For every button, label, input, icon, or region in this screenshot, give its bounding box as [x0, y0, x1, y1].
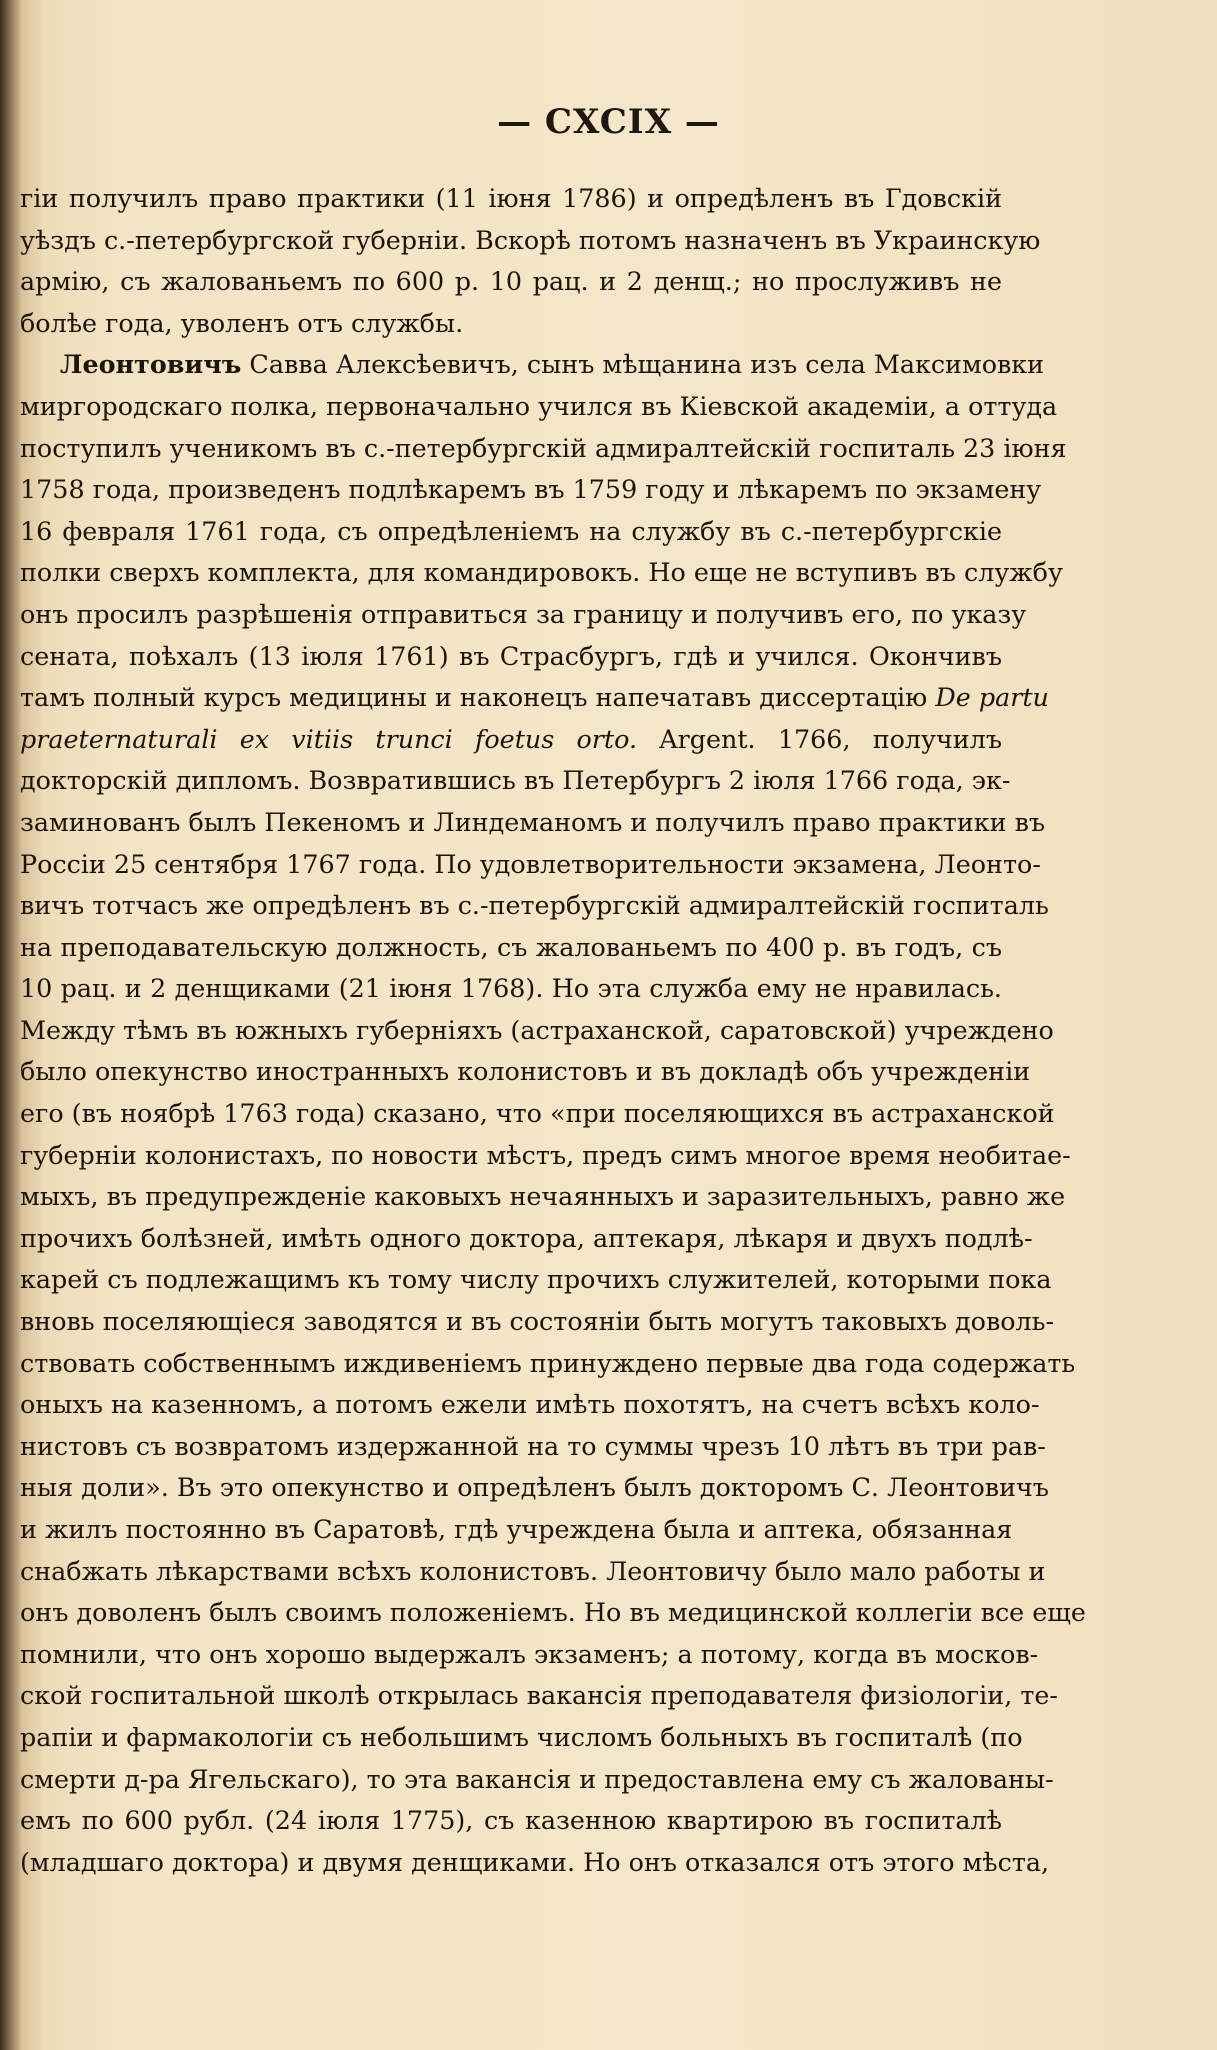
text-line [20, 760, 1011, 802]
line-text: Argent. 1766, получилъ [637, 723, 1002, 754]
line-text: гіи получилъ право практики (11 іюня 1786) и опредѣленъ въ Гдовскій [20, 183, 1002, 213]
text-line [20, 1717, 1023, 1759]
text-line [20, 1509, 1013, 1551]
latin-title: praeternaturali ex vitiis trunci foetus orto. [20, 723, 638, 754]
line-text: онъ просилъ разрѣшенія отправиться за границу и получивъ его, по указу [20, 598, 1027, 629]
text-line [20, 968, 1002, 1010]
line-text: полки сверхъ комплекта, для командировокъ. Но еще не вступивъ въ службу [20, 557, 1063, 588]
line-text: заминованъ былъ Пекеномъ и Линдеманомъ и получилъ право практики въ [20, 806, 1046, 837]
text-line [20, 552, 1063, 594]
line-text: сената, поѣхалъ (13 іюля 1761) въ Страсбургъ, гдѣ и учился. Окончивъ [20, 640, 1002, 671]
text-line [20, 1800, 1002, 1842]
line-text: прочихъ болѣзней, имѣть одного доктора, аптекаря, лѣкаря и двухъ подлѣ- [20, 1222, 1033, 1253]
line-text: армію, съ жалованьемъ по 600 р. 10 рац. и 2 денщ.; но прослуживъ не [20, 266, 1002, 297]
text-line [20, 1343, 1076, 1385]
line-text: Россіи 25 сентября 1767 года. По удовлетворительности экзамена, Леонто- [20, 848, 1041, 879]
text-line [20, 469, 1042, 511]
line-text: помнили, что онъ хорошо выдержалъ экзаменъ; а потому, когда въ москов- [20, 1638, 1039, 1669]
text-line [20, 1426, 1046, 1468]
line-text: вновь поселяющіеся заводятся и въ состояніи быть могутъ таковыхъ доволь- [20, 1306, 1055, 1337]
text-line [20, 1634, 1039, 1676]
line-text: миргородскаго полка, первоначально учился въ Кіевской академіи, а оттуда [20, 390, 1058, 421]
text-line [20, 386, 1058, 428]
line-text: 1758 года, произведенъ подлѣкаремъ въ 1759 году и лѣкаремъ по экзамену [20, 474, 1042, 505]
text-line [20, 1176, 1066, 1218]
text-line [20, 1551, 1046, 1593]
line-text: его (въ ноябрѣ 1763 года) сказано, что «при поселяющихся въ астраханской [20, 1098, 1055, 1129]
line-text: снабжать лѣкарствами всѣхъ колонистовъ. Леонтовичу было мало работы и [20, 1555, 1046, 1586]
line-text: смерти д-ра Ягельскаго), то эта вакансія и предоставлена ему съ жалованы- [20, 1763, 1054, 1794]
text-line [20, 178, 1002, 220]
text-line [20, 844, 1041, 886]
line-text: губерніи колонистахъ, по новости мѣстъ, предъ симъ многое время необитае- [20, 1139, 1071, 1170]
line-text: докторскій дипломъ. Возвратившись въ Петербургъ 2 іюля 1766 года, эк- [20, 765, 1011, 796]
body-text [20, 178, 1086, 1883]
text-line [20, 1051, 1031, 1093]
line-text: и жилъ постоянно въ Саратовѣ, гдѣ учреждена была и аптека, обязанная [20, 1514, 1013, 1544]
text-line [20, 594, 1027, 636]
latin-title: De partu [935, 682, 1049, 713]
text-line [20, 1301, 1055, 1343]
person-name: Леонтовичъ [60, 349, 242, 380]
line-text: Между тѣмъ въ южныхъ губерніяхъ (астраханской, саратовской) учреждено [20, 1014, 1054, 1045]
text-line [20, 927, 1002, 969]
line-text: карей съ подлежащимъ къ тому числу прочихъ служителей, которыми пока [20, 1264, 1052, 1295]
text-line [20, 885, 1049, 927]
text-line [20, 802, 1046, 844]
text-line [20, 1135, 1071, 1177]
line-text: 10 рац. и 2 денщиками (21 іюня 1768). Но эта служба ему не нравилась. [20, 973, 1002, 1004]
text-line [20, 636, 1002, 678]
line-text: оныхъ на казенномъ, а потомъ ежели имѣть похотятъ, на счетъ всѣхъ коло- [20, 1389, 1040, 1420]
text-line [20, 303, 1002, 345]
text-line [20, 1759, 1054, 1801]
line-text: ствовать собственнымъ иждивеніемъ принуждено первые два года содержать [20, 1347, 1076, 1378]
line-text: на преподавательскую должность, съ жалованьемъ по 400 р. въ годъ, съ [20, 931, 1002, 962]
text-line [20, 1218, 1033, 1260]
text-line [20, 511, 1002, 553]
text-line [20, 428, 1067, 470]
text-line [20, 1093, 1055, 1135]
line-text: было опекунство иностранныхъ колонистовъ и въ докладѣ объ учрежденіи [20, 1056, 1031, 1087]
text-line [20, 1010, 1054, 1052]
line-text: тамъ полный курсъ медицины и наконецъ напечатавъ диссертацію [20, 682, 936, 713]
text-line [20, 261, 1002, 303]
text-line [20, 1384, 1040, 1426]
line-text: мыхъ, въ предупрежденіе каковыхъ нечаянныхъ и заразительныхъ, равно же [20, 1181, 1066, 1212]
page-number-header: — CXCIX — [497, 102, 720, 142]
text-line [20, 344, 1045, 386]
line-text: ныя доли». Въ это опекунство и опредѣленъ былъ докторомъ С. Леонтовичъ [20, 1472, 1049, 1503]
text-line [20, 677, 1049, 719]
text-line [20, 1842, 1050, 1884]
text-line [20, 1675, 1058, 1717]
line-text: онъ доволенъ былъ своимъ положеніемъ. Но въ медицинской коллегіи все еще [20, 1597, 1086, 1628]
line-text: емъ по 600 рубл. (24 іюля 1775), съ казенною квартирою въ госпиталѣ [20, 1805, 1002, 1836]
line-text: вичъ тотчасъ же опредѣленъ въ с.-петербургскій адмиралтейскій госпиталь [20, 890, 1049, 921]
text-line [20, 220, 1041, 262]
line-text: болѣе года, уволенъ отъ службы. [20, 307, 464, 338]
line-text: 16 февраля 1761 года, съ опредѣленіемъ на службу въ с.-петербургскіе [20, 515, 1002, 546]
line-text: рапіи и фармакологіи съ небольшимъ числомъ больныхъ въ госпиталѣ (по [20, 1721, 1023, 1752]
text-line [20, 719, 1002, 761]
text-line [20, 1592, 1086, 1634]
line-text: поступилъ ученикомъ въ с.-петербургскій адмиралтейскій госпиталь 23 іюня [20, 432, 1067, 463]
line-text: уѣздъ с.-петербургской губерніи. Вскорѣ потомъ назначенъ въ Украинскую [20, 224, 1041, 255]
text-line [20, 1259, 1052, 1301]
line-text: (младшаго доктора) и двумя денщиками. Но онъ отказался отъ этого мѣста, [20, 1846, 1050, 1877]
text-line [20, 1467, 1049, 1509]
line-text: Савва Алексѣевичъ, сынъ мѣщанина изъ села Максимовки [241, 349, 1045, 380]
line-text: ской госпитальной школѣ открылась вакансія преподавателя физіологіи, те- [20, 1680, 1058, 1711]
line-text: нистовъ съ возвратомъ издержанной на то суммы чрезъ 10 лѣтъ въ три рав- [20, 1430, 1046, 1461]
